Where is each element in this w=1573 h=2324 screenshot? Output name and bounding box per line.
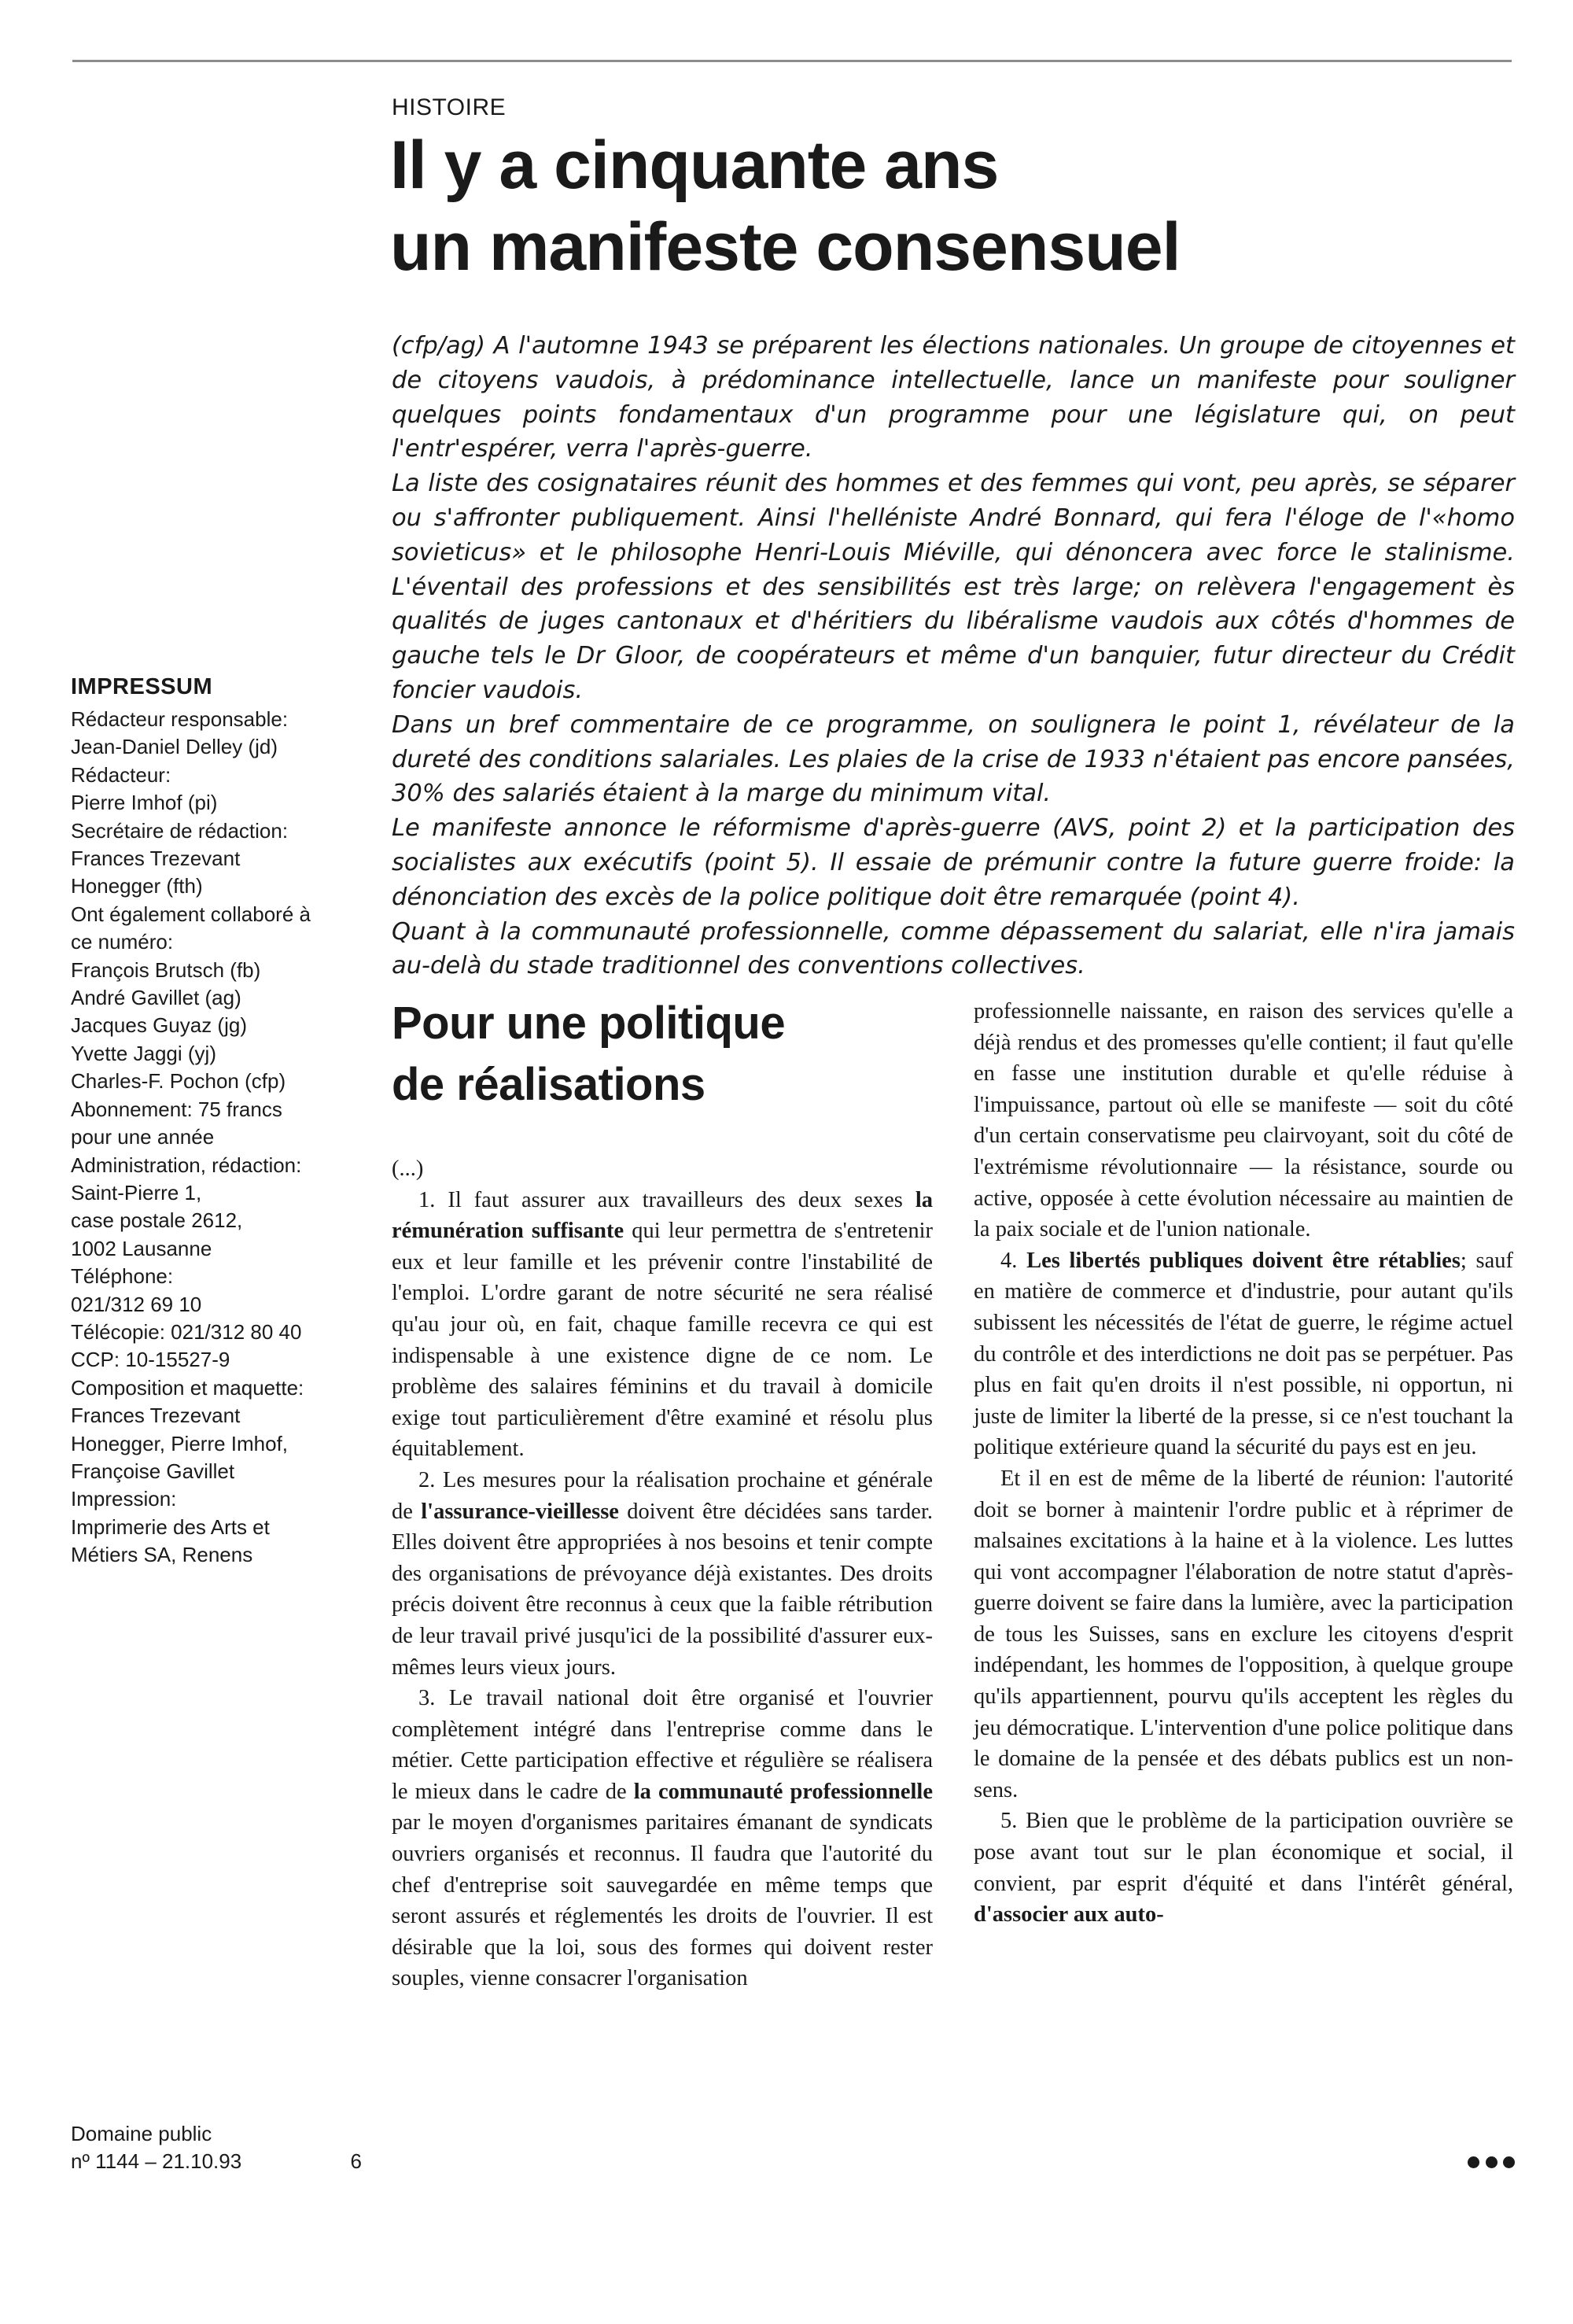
article-title [390, 124, 1491, 288]
impressum-line: Ont également collaboré à [71, 902, 311, 926]
impressum-box [71, 673, 354, 1570]
manifesto-heading [392, 993, 785, 1116]
manifesto-paragraph [974, 996, 1513, 1245]
impressum-line: 021/312 69 10 [71, 1292, 202, 1316]
continued-dot [1503, 2156, 1515, 2168]
manifesto-heading-line-1: Pour une politique [392, 998, 786, 1049]
impressum-line: Secrétaire de rédaction: [71, 818, 289, 843]
impressum-line: Métiers SA, Renens [71, 1543, 253, 1567]
impressum-line: André Gavillet (ag) [71, 986, 241, 1010]
impressum-line: Abonnement: 75 francs [71, 1097, 282, 1121]
intro-paragraph: Dans un bref commentaire de ce programme, on soulignera le point 1, révélateur de la dureté des conditions salariales. Les plaies de la crise de 1933 n'étaient pas encore pansées, 30% des salariés étaient à la marge du minimum vital. [392, 710, 1515, 808]
impressum-title: IMPRESSUM [71, 674, 213, 699]
impressum-line: Charles-F. Pochon (cfp) [71, 1069, 286, 1094]
impressum-line: Honegger (fth) [71, 874, 203, 898]
impressum-line: Yvette Jaggi (yj) [71, 1041, 216, 1065]
impressum-line: François Brutsch (fb) [71, 957, 261, 982]
impressum-line: Impression: [71, 1487, 177, 1511]
impressum-lines [71, 706, 354, 1570]
impressum-line: Jacques Guyaz (jg) [71, 1013, 247, 1038]
impressum-line: CCP: 10-15527-9 [71, 1348, 230, 1372]
impressum-line: Frances Trezevant [71, 847, 241, 871]
impressum-line: Télécopie: 021/312 80 40 [71, 1319, 302, 1344]
body-text: ; sauf en matière de commerce et d'industrie, pour autant qu'ils subissent les nécessités de l'état de guerre, le régime actuel du contrôle et des interdictions ne doit pas se perpétuer. Pas plus en fait qu'en droits il n'est possible, ni opportun, ni juste de limiter la liberté de la presse, si ce n'est touchant la politique extérieure quand la sécurité du pays est en jeu. [974, 1248, 1514, 1460]
body-text: 1. Il faut assurer aux travailleurs des deux sexes [418, 1187, 915, 1212]
manifesto-paragraph [974, 1463, 1513, 1806]
body-text: 3. Le travail national doit être organisé et l'ouvrier complètement intégré dans l'entreprise comme dans le métier. Cette participation effective et régulière se réalisera le mieux dans le cadre de [392, 1686, 933, 1804]
body-text: 4. [1000, 1248, 1027, 1273]
emphasized-text: d'associer aux auto- [974, 1902, 1164, 1927]
section-rubric: HISTOIRE [392, 94, 507, 120]
impressum-line: ce numéro: [71, 930, 174, 954]
impressum-line: Frances Trezevant [71, 1404, 241, 1428]
body-text: qui leur permettra de s'entretenir eux et leur famille et les prévenir contre l'instabilité de l'emploi. L'ordre garant de notre sécurité ne sera réalisé qu'au jour où, en fait, chaque famille recevra ce qui est indispensable à une existence digne de ce nom. Le problème des salaires féminins et du travail à domicile exige tout particulièrement d'être examiné et résolu plus équitablement. [392, 1219, 933, 1462]
emphasized-text: la communauté professionnelle [633, 1779, 934, 1804]
issue-row [71, 2148, 362, 2175]
manifesto-paragraph [974, 1806, 1513, 1930]
article-title-line-1: Il y a cinquante ans [390, 127, 999, 203]
emphasized-text: Les libertés publiques doivent être rétablies [1026, 1248, 1461, 1273]
body-text: professionnelle naissante, en raison des services qu'elle a déjà rendus et des promesses qu'elle contient; il faut qu'elle en fasse une institution durable et qu'elle réduise à l'impuissance, partout où elle se manifeste — soit du côté d'un certain conservatisme peu clairvoyant, soit du côté de l'extrémisme révolutionnaire — la résistance, sourde ou active, opposée à cette évolution nécessaire au maintien de la paix sociale et de l'union nationale. [974, 999, 1513, 1242]
publication-name: Domaine public [71, 2122, 212, 2145]
article-title-line-2: un manifeste consensuel [390, 209, 1181, 285]
emphasized-text: l'assurance-vieillesse [421, 1499, 619, 1524]
impressum-line: Pierre Imhof (pi) [71, 791, 218, 815]
manifesto-paragraph [392, 1185, 933, 1465]
impressum-line: pour une année [71, 1125, 215, 1149]
body-text: par le moyen d'organismes paritaires émanant de syndicats ouvriers organisés et reconnus. Il faudra que l'autorité du chef d'entreprise soit sauvegardée en même temps que seront assurés et réglementés les droits de l'ouvrier. Il est désirable que la loi, sous des formes qui doivent rester souples, vienne consacrer l'organisation [392, 1810, 933, 1991]
impressum-line: Rédacteur responsable: [71, 707, 289, 731]
impressum-line: Saint-Pierre 1, [71, 1180, 202, 1204]
article-intro [392, 329, 1515, 983]
impressum-line: case postale 2612, [71, 1208, 243, 1233]
issue-info: nº 1144 – 21.10.93 [71, 2149, 242, 2173]
body-text: doivent être décidées sans tarder. Elles doivent être appropriées à nos besoins et tenir compte des organisations de prévoyance déjà existantes. Des droits précis doivent être reconnus à ceux que la faible rétribution de leur travail privé jusqu'ici de la possibilité d'assurer eux-mêmes leurs vieux jours. [392, 1499, 933, 1680]
intro-paragraph: La liste des cosignataires réunit des hommes et des femmes qui vont, peu après, se séparer ou s'affronter publiquement. Ainsi l'helléniste André Bonnard, qui fera l'éloge de l'«homo sovieticus» et le philosophe Henri-Louis Miéville, qui dénoncera avec force le stalinisme. L'éventail des professions et des sensibilités est très large; on relèvera l'engagement ès qualités de juges cantonaux et d'héritiers du libéralisme vaudois aux côtés d'hommes de gauche tels le Dr Gloor, de coopérateurs et même d'un banquier, futur directeur du Crédit foncier vaudois. [392, 470, 1515, 704]
impressum-line: Françoise Gavillet [71, 1459, 235, 1483]
manifesto-paragraph [974, 1245, 1513, 1463]
manifesto-paragraph [392, 1465, 933, 1683]
continued-marker [1468, 2154, 1515, 2170]
page-footer [71, 2120, 362, 2175]
continued-dot [1468, 2156, 1479, 2168]
manifesto-column-1 [392, 1153, 933, 1994]
intro-paragraph: Le manifeste annonce le réformisme d'après-guerre (AVS, point 2) et la participation des socialistes aux exécutifs (point 5). Il essaie de prémunir contre la future guerre froide: la dénonciation des excès de la police politique doit être remarquée (point 4). [392, 814, 1515, 911]
intro-paragraph: (cfp/ag) A l'automne 1943 se préparent les élections nationales. Un groupe de citoyennes et de citoyens vaudois, à prédominance intellectuelle, lance un manifeste pour souligner quelques points fondamentaux d'un programme pour une législature qui, on peut l'entr'espérer, verra l'après-guerre. [392, 332, 1515, 463]
impressum-line: Téléphone: [71, 1264, 174, 1289]
page-number: 6 [350, 2149, 362, 2173]
manifesto-column-2 [974, 996, 1513, 1931]
body-text: 5. Bien que le problème de la participation ouvrière se pose avant tout sur le plan économique et social, il convient, par esprit d'équité et dans l'intérêt général, [974, 1809, 1513, 1896]
impressum-line: Imprimerie des Arts et [71, 1514, 270, 1539]
intro-paragraph: Quant à la communauté professionnelle, comme dépassement du salariat, elle n'ira jamais au-delà du stade traditionnel des conventions collectives. [392, 917, 1515, 980]
body-text: 2. Les mesures pour la réalisation prochaine et générale de [392, 1467, 933, 1524]
body-text: (...) [392, 1156, 424, 1181]
impressum-line: Jean-Daniel Delley (jd) [71, 735, 278, 759]
body-text: Et il en est de même de la liberté de réunion: l'autorité doit se borner à maintenir l'ordre public et à réprimer de malsaines excitations à la haine et à la violence. Les luttes qui vont accompagner l'élaboration de notre statut d'après-guerre doivent se faire dans la lumière, avec la participation de tous les Suisses, sans en exclure les citoyens d'esprit indépendant, les hommes de l'opposition, à quelque groupe qu'ils appartiennent, pourvu qu'ils acceptent les règles du jeu démocratique. L'intervention d'une police politique dans le domaine de la pensée et des débats publics est un non-sens. [974, 1466, 1513, 1802]
manifesto-paragraph [392, 1153, 933, 1185]
impressum-line: Honegger, Pierre Imhof, [71, 1431, 289, 1455]
impressum-line: Administration, rédaction: [71, 1153, 302, 1177]
manifesto-paragraph [392, 1683, 933, 1994]
manifesto-heading-line-2: de réalisations [392, 1059, 705, 1110]
top-rule [72, 60, 1512, 62]
impressum-line: Composition et maquette: [71, 1375, 304, 1400]
emphasized-text: la rémunération suffisante [392, 1187, 933, 1244]
impressum-line: 1002 Lausanne [71, 1236, 212, 1260]
continued-dot [1486, 2156, 1497, 2168]
impressum-line: Rédacteur: [71, 762, 171, 787]
